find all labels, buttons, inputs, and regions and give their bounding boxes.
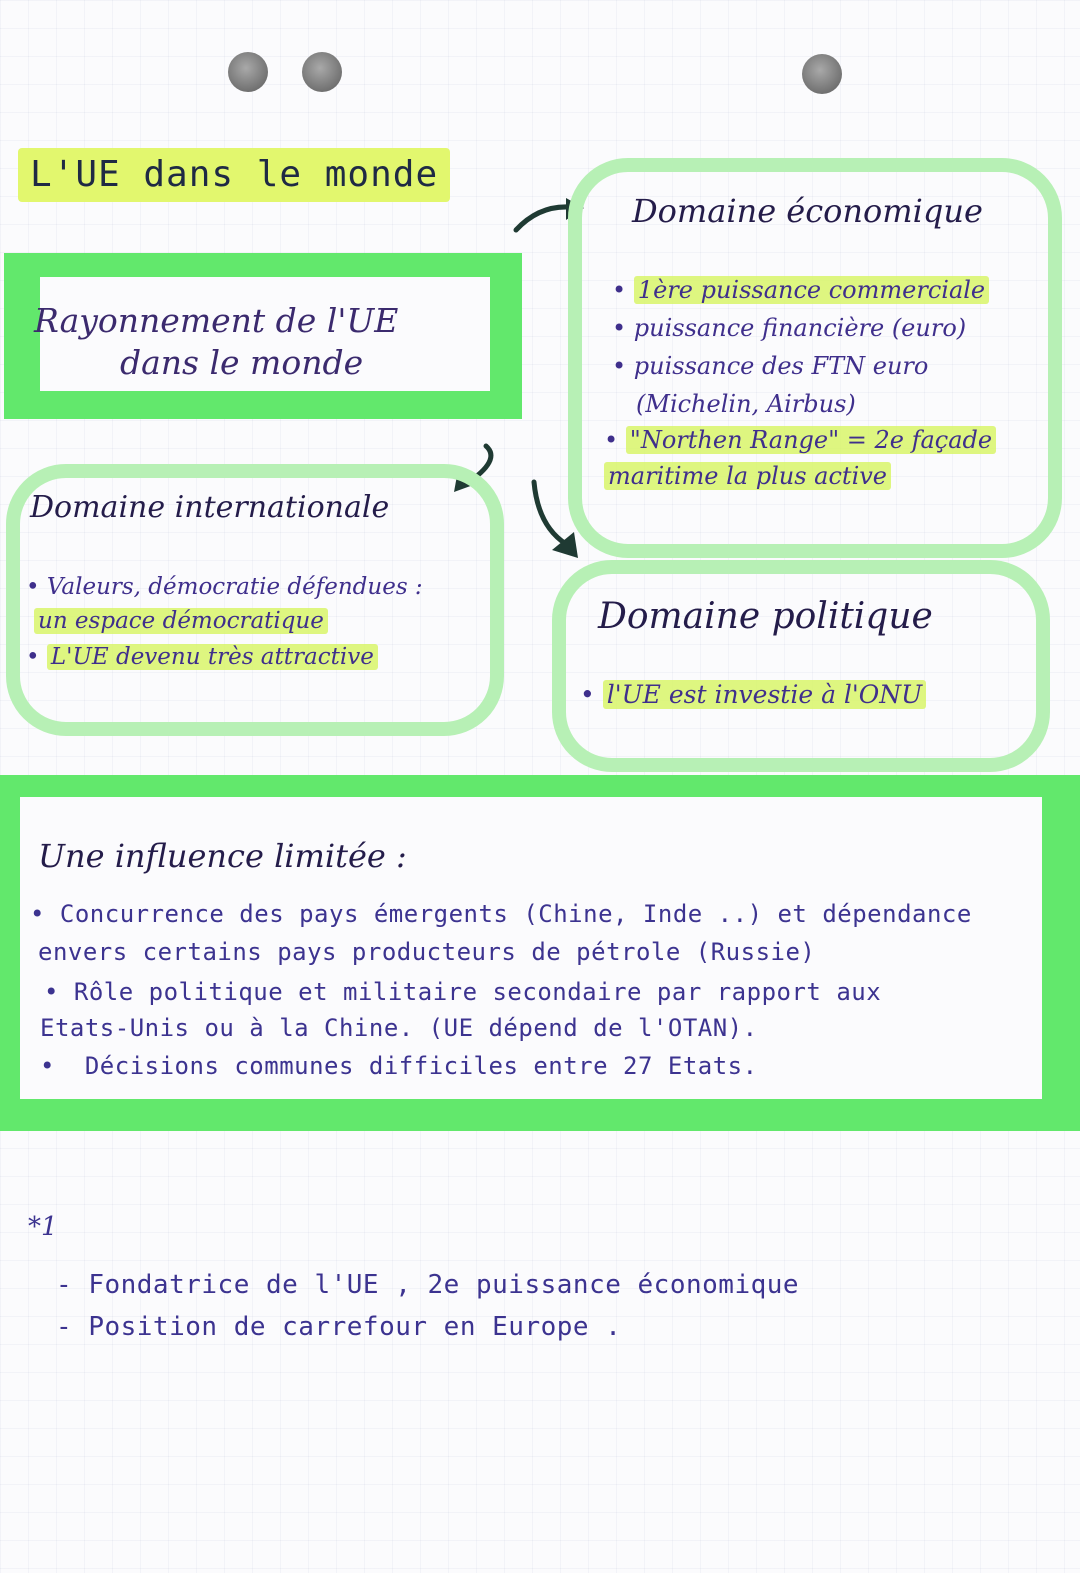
economique-item: • puissance des FTN euro [612,352,929,380]
binder-hole-left-2 [302,52,342,92]
internationale-title: Domaine internationale [30,490,390,525]
influence-line-text: Décisions communes difficiles entre 27 Etats. [84,1052,758,1080]
influence-line: • Rôle politique et militaire secondaire par rapport aux [44,978,882,1006]
economique-item-text: maritime la plus active [604,462,891,490]
internationale-item-text: Valeurs, démocratie défendues : [46,574,423,600]
footnote-line: - Fondatrice de l'UE , 2e puissance économique [56,1270,800,1300]
economique-item-cont: (Michelin, Airbus) [636,390,856,418]
influence-line-text: Rôle politique et militaire secondaire par rapport aux [73,978,882,1006]
influence-line: envers certains pays producteurs de pétrole (Russie) [38,938,816,966]
footnote-line: - Position de carrefour en Europe . [56,1312,622,1342]
internationale-item: • Valeurs, démocratie défendues : [26,574,423,600]
central-topic-box [4,253,522,419]
binder-hole-right [802,54,842,94]
economique-item: • "Northen Range" = 2e façade [604,426,996,454]
internationale-item-cont [34,608,328,634]
economique-title: Domaine économique [632,192,983,230]
influence-line: • Concurrence des pays émergents (Chine, Inde ..) et dépendance [30,900,972,928]
economique-item: • 1ère puissance commerciale [612,276,989,304]
economique-item-cont [604,462,891,490]
economique-item-text: puissance financière (euro) [633,314,967,342]
internationale-item-text: un espace démocratique [34,608,328,634]
binder-hole-left-1 [228,52,268,92]
influence-line: Etats-Unis ou à la Chine. (UE dépend de l'OTAN). [40,1014,758,1042]
economique-item: • puissance financière (euro) [612,314,967,342]
cloud-politique [552,560,1050,772]
economique-item-text: puissance des FTN euro [633,352,929,380]
influence-heading: Une influence limitée : [38,837,407,875]
influence-line: • Décisions communes difficiles entre 27 Etats. [40,1052,758,1080]
central-topic-line-2: dans le monde [120,343,364,382]
economique-item-text: 1ère puissance commerciale [634,276,989,304]
central-topic-line-1: Rayonnement de l'UE [34,301,399,340]
politique-item-text: l'UE est investie à l'ONU [603,680,927,709]
influence-line-text: Concurrence des pays émergents (Chine, Inde ..) et dépendance [59,900,972,928]
politique-item: • l'UE est investie à l'ONU [580,680,926,709]
footnote-mark: *1 [28,1212,58,1242]
economique-item-text: "Northen Range" = 2e façade [626,426,996,454]
page-title: L'UE dans le monde [18,148,450,202]
politique-title: Domaine politique [598,596,933,637]
footnote-line-text: Position de carrefour en Europe . [88,1312,622,1342]
internationale-item: • L'UE devenu très attractive [26,644,378,670]
internationale-item-text: L'UE devenu très attractive [47,644,378,670]
footnote-line-text: Fondatrice de l'UE , 2e puissance économique [88,1270,800,1300]
